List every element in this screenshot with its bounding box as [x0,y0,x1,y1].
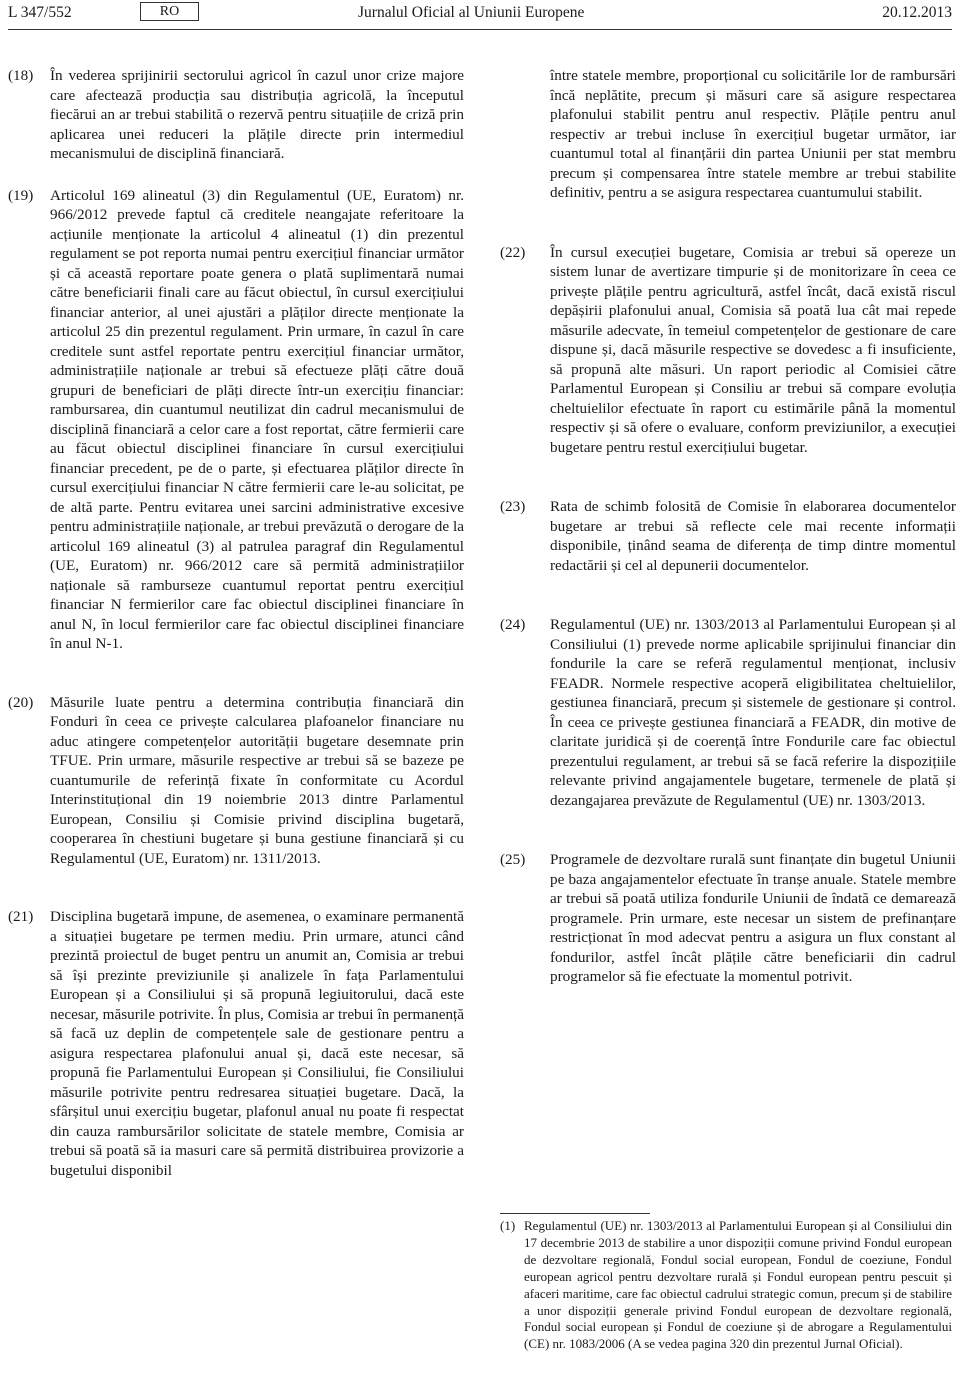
recital-text: Măsurile luate pentru a determina contribuția financiară din Fonduri în ceea ce privește calcularea plafoanelor financiare nu aduc atingere competențelor autorității bugetare desemnate prin TFUE. Prin urmare, măsurile respective ar trebui să se bazeze pe cuantumurile de referință fixate în conformitate cu Acordul Interinstituțional din 19 noiembrie 2013 dintre Parlamentul European, Consiliu și Comisie privind disciplina bugetară, cooperarea în chestiuni bugetare și buna gestiune financiară și cu Regulamentul (UE, Euratom) nr. 1311/2013. [50,693,464,867]
recital-text: între statele membre, proporțional cu solicitările lor de rambursări încă neplătite, precum și măsuri care să asigure respectarea plafonului stabilit pentru anul respectiv. Plățile pentru anul respectiv ar trebui incluse în exercițiul bugetar următor, iar cuantumul total al finanțării din partea Uniunii per stat membru precum și compensarea între statele membre ar trebui stabilite definitiv, pentru a se asigura respectarea cuantumului stabilit. [550,67,956,201]
recital-18 [8,66,464,164]
recital-number: (19) [8,186,34,204]
recital-21 [8,907,464,1180]
footnote-text: Regulamentul (UE) nr. 1303/2013 al Parlamentului European și al Consiliului din 17 decembrie 2013 de stabilire a unor dispoziții comune privind Fondul european de dezvoltare regională, Fondul social european, Fondul de coeziune, Fondul european agricol pentru dezvoltare rurală și Fondul european pentru pescuit și afaceri maritime, care fac obiectul cadrului strategic comun, precum și de stabilire a unor dispoziții generale privind Fondul european de dezvoltare regională, Fondul social european și Fondul de coeziune și de abrogare a Regulamentului (CE) nr. 1083/2006 (A se vedea pagina 320 din prezentul Jurnal Oficial). [524,1218,952,1352]
language-badge: RO [140,2,199,21]
page-header [8,4,952,26]
recital-number: (25) [500,851,526,868]
recital-20 [8,693,464,869]
recital-number: (22) [500,243,526,261]
recital-24 [500,615,956,810]
left-column [8,66,464,1200]
footnote-divider [500,1213,650,1214]
recital-text: Regulamentul (UE) nr. 1303/2013 al Parlamentului European și al Consiliului (1) prevede norme aplicabile sprijinului financiar din fondurile la care se referă regulamentul menționat, inclusiv FEADR. Normele respective acoperă eligibilitatea cheltuielilor, gestiunea financiară, precum și sistemele de gestionare și control. În ceea ce privește gestiunea financiară a FEADR, din motive de claritate juridică și de coerență între Fondurile care fac obiectul prezentului regulament, ar trebui să se facă referire la dispozițiile relevante privind angajamentele bugetare, termenele de plată și dezangajarea prevăzute de Regulamentul (UE) nr. 1303/2013. [550,616,956,809]
recital-number: (21) [8,908,34,925]
recital-23 [500,497,956,575]
journal-title: Jurnalul Oficial al Uniunii Europene [358,4,585,21]
recital-text: În cursul execuției bugetare, Comisia ar trebui să opereze un sistem lunar de avertizare timpurie și de monitorizare în ceea ce privește plățile pentru agricultură, astfel încât, dacă există riscul depășirii plafonului anual, Comisia să poată lua cât mai repede măsurile adecvate, în temeiul competențelor de gestionare de care dispune și, dacă măsurile respective se dovedesc a fi insuficiente, să propună alte măsuri. Un raport periodic al Comisiei către Parlamentul European și Consiliu ar trebui să compare evoluția cheltuielilor efectuate în raport cu estimările până la momentul respectiv și să ofere o evaluare, conform previziunilor, a execuției bugetare pentru restul exercițiului bugetar. [550,243,956,456]
recital-number: (23) [500,498,526,515]
recital-text: Rata de schimb folosită de Comisie în elaborarea documentelor bugetare ar trebui să reflecte cele mai recente informații disponibile, ținând seama de diferența de timp dintre momentul redactării și cel al depunerii documentelor. [550,498,956,574]
recital-21-continuation [500,66,956,203]
footnote-marker: (1) [500,1218,516,1233]
recital-number: (18) [8,67,34,84]
right-column [500,66,956,1007]
footnote [500,1218,952,1353]
recital-number: (20) [8,693,34,711]
recital-22 [500,243,956,458]
recital-text: Articolul 169 alineatul (3) din Regulamentul (UE, Euratom) nr. 966/2012 prevede faptul că creditele neangajate referitoare la acțiunile menționate la articolul 4 alineatul (1) din prezentul regulament se pot reporta numai pentru exercițiul financiar următor și că această reportare poate genera o plată suplimentară numai către beneficiarii finali care au făcut obiectul, în cursul exercițiului financiar anterior, al unei ajustări a plăților directe menționate la articolul 25 din prezentul regulament. Prin urmare, în cazul în care creditele sunt astfel reportate pentru exercițiul financiar următor, administrațiile naționale ar trebui să efectueze plăți către două grupuri de beneficiari de plăți directe într-un exercițiu financiar: rambursarea, din cuantumul neutilizat din cadrul mecanismului de disciplină financiară a celor care a fost reportat, către fermierii care au făcut obiectul disciplinei financiare în cursul exercițiului financiar precedent, pe de o parte, și efectuarea plăților directe în cursul exercițiului financiar N către fermierii care le-au solicitat, pe de altă parte. Pentru evitarea unei sarcini administrative excesive pentru administrațiile naționale, ar trebui prevăzută o derogare de la articolul 169 alineatul (3) al patrulea paragraf din Regulamentul (UE, Euratom) nr. 966/2012 care să permită administrațiilor naționale să ramburseze cuantumul reportat pentru exercițiul financiar N fermierilor care fac obiectul disciplinei financiare în anul N, în locul fermierilor care fac obiectul disciplinei financiare în anul N-1. [50,186,464,652]
recital-19 [8,186,464,654]
recital-text: În vederea sprijinirii sectorului agricol în cazul unor crize majore care afectează producția sau distribuția agricolă, la începutul fiecărui an ar trebui stabilită o rezervă pentru situațiile de criză prin aplicarea unei reduceri la plățile directe prin intermediul mecanismului de disciplină financiară. [50,67,464,162]
recital-25 [500,850,956,987]
page-number: L 347/552 [8,4,72,21]
publication-date: 20.12.2013 [882,4,952,21]
recital-text: Disciplina bugetară impune, de asemenea, o examinare permanentă a situației bugetare pe termen mediu. Prin urmare, atunci când prezintă proiectul de buget pentru un anumit an, Comisia ar trebui să își prezinte previziunile și analizele în fața Parlamentului European și a Consiliului și să propună legiuitorului, dacă este necesar, măsurile potrivite. În plus, Comisia ar trebui în permanență să facă uz deplin de competențele sale de gestionare pentru a asigura respectarea plafonului anual și, dacă este necesar, să propună fie Parlamentului European și Consiliului, fie Consiliului măsurile potrivite pentru redresarea situației bugetare. Dacă, la sfârșitul unui exercițiu bugetar, plafonul anual nu poate fi respectat din cauza rambursărilor solicitate de statele membre, Comisia ar trebui să poată să ia masuri care să permită distribuirea provizorie a bugetului disponibil [50,908,464,1179]
recital-text: Programele de dezvoltare rurală sunt finanțate din bugetul Uniunii pe baza angajamentelor efectuate în tranșe anuale. Statele membre ar trebui să poată utiliza fondurile Uniunii de îndată ce demarează programele. Prin urmare, este necesar un sistem de prefinanțare restricționat în mod adecvat pentru a asigura un flux constant al fondurilor, astfel încât plățile către beneficiarii din cadrul programelor să fie efectuate la momentul potrivit. [550,851,956,985]
recital-number: (24) [500,616,526,633]
header-divider [8,29,952,30]
